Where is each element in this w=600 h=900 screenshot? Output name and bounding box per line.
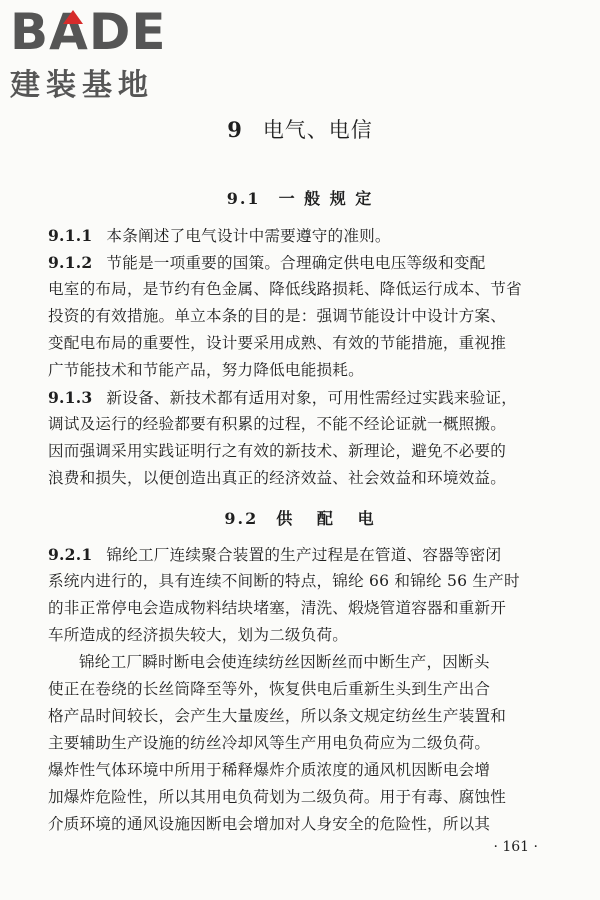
chapter-name: 电气、电信 bbox=[262, 118, 373, 142]
logo-flag-icon bbox=[63, 10, 83, 24]
clause-paragraph: 9.2.1 锦纶工厂连续聚合装置的生产过程是在管道、容器等密闭 bbox=[48, 545, 502, 564]
clause-paragraph: 9.1.2 节能是一项重要的国策。合理确定供电电压等级和变配 bbox=[48, 253, 486, 272]
chapter-title bbox=[0, 114, 600, 144]
logo-wordmark: B A DE bbox=[10, 3, 167, 61]
clause-paragraph: 9.1.3 新设备、新技术都有适用对象，可用性需经过实践来验证， bbox=[48, 388, 518, 407]
section-heading: 9.2 供 配 电 bbox=[224, 509, 376, 528]
paragraph: 锦纶工厂瞬时断电会使连续纺丝因断丝而中断生产，因断头 bbox=[79, 653, 490, 671]
section-9-1-body: 9.1.1 本条阐述了电气设计中需要遵守的准则。 9.1.2 节能是一项重要的国策。合理确定供电电压等级和变配 电室的布局，是节约有色金属、降低线路损耗、降低运行成本、节省 投资的有效措施。单立本条的目的是：强调节能设计中设计方案、 变配电布局的重要性，设计要采用成熟、有效的节能措施，重视推 广节能技术和节能产品，努力降低电能损耗。 9.1.3 新设备、新技术都有适用对象，可用性需经过实践来验证， 调试及运行的经验都要有积累的过程，不能不经论证就一概照搬。 因而强调采用实践证明行之有效的新技术、新理论，避免不必要的 浪费和损失，以便创造出真正的经济效益、社会效益和环境效益。 bbox=[48, 222, 554, 492]
section-9-2-body: 9.2.1 锦纶工厂连续聚合装置的生产过程是在管道、容器等密闭 系统内进行的，具有连续不间断的特点，锦纶 66 和锦纶 56 生产时 的非正常停电会造成物料结块堵塞，清洗、煅烧管道容器和重新开 车所造成的经济损失较大，划为二级负荷。 锦纶工厂瞬时断电会使连续纺丝因断丝而中断生产，因断头 使正在卷绕的长丝筒降至等外，恢复供电后重新生头到生产出合 格产品时间较长，会产生大量废丝，所以条文规定纺丝生产装置和 主要辅助生产设施的纺丝冷却风等生产用电负荷应为二级负荷。 爆炸性气体环境中所用于稀释爆炸介质浓度的通风机因断电会增 加爆炸危险性，所以其用电负荷划为二级负荷。用于有毒、腐蚀性 介质环境的通风设施因断电会增加对人身安全的危险性，所以其 bbox=[48, 541, 554, 838]
chapter-number: 9 bbox=[227, 117, 243, 142]
publisher-logo bbox=[10, 3, 167, 104]
logo-chinese-name: 建装基地 bbox=[10, 68, 154, 103]
page-number: · 161 · bbox=[493, 839, 538, 855]
section-heading: 9.1 一 般 规 定 bbox=[226, 189, 374, 208]
clause-paragraph: 9.1.1 本条阐述了电气设计中需要遵守的准则。 bbox=[48, 226, 391, 245]
